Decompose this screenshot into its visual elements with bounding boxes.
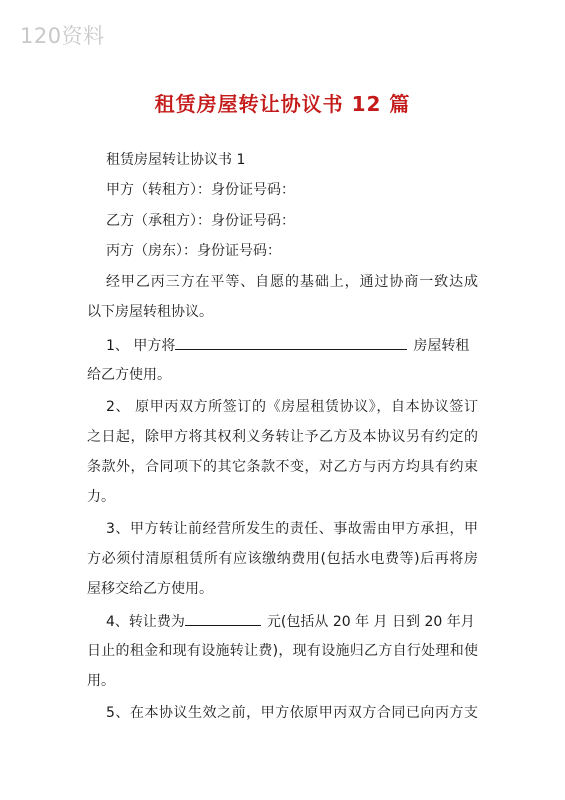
clause-2-line-4: 力。 <box>87 489 115 505</box>
clause-1-text-before: 1、 甲方将 <box>106 338 176 354</box>
document-title: 租赁房屋转让协议书 12 篇 <box>154 92 411 116</box>
clause-4-text-before: 4、转让费为 <box>106 614 185 630</box>
clause-4-line-2: 日止的租金和现有设施转让费)，现有设施归乙方自行处理和使 <box>87 643 478 659</box>
clause-1-blank <box>175 335 407 350</box>
clause-4-line-3: 用。 <box>87 673 115 689</box>
clause-4-blank <box>185 611 261 626</box>
clause-4-line-1 <box>106 611 475 632</box>
clause-2-line-3: 条款外，合同项下的其它条款不变，对乙方与丙方均具有约束 <box>87 459 478 475</box>
party-c-line: 丙方（房东）：身份证号码： <box>106 243 281 259</box>
clause-2-line-1: 2、 原甲丙双方所签订的《房屋租赁协议》，自本协议签订 <box>106 399 478 415</box>
intro-line-1: 经甲乙丙三方在平等、自愿的基础上，通过协商一致达成 <box>106 274 478 290</box>
clause-1-line-1 <box>106 335 469 356</box>
clause-3-line-2: 方必须付清原租赁所有应该缴纳费用(包括水电费等)后再将房 <box>87 551 478 567</box>
clause-4-text-after: 元(包括从 20 年 月 日到 20 年月 <box>266 614 475 630</box>
clause-1-text-after: 房屋转租 <box>413 338 470 354</box>
watermark: 120资料 <box>20 24 105 48</box>
clause-1-line-2: 给乙方使用。 <box>87 367 171 383</box>
clause-3-line-1: 3、甲方转让前经营所发生的责任、事故需由甲方承担，甲 <box>106 521 478 537</box>
clause-5-line-1: 5、在本协议生效之前，甲方依原甲丙双方合同已向丙方支 <box>106 705 478 721</box>
party-a-line: 甲方（转租方）：身份证号码： <box>106 182 295 198</box>
clause-3-line-3: 屋移交给乙方使用。 <box>87 581 213 597</box>
party-b-line: 乙方（承租方）：身份证号码： <box>106 213 295 229</box>
clause-2-line-2: 之日起，除甲方将其权利义务转让予乙方及本协议另有约定的 <box>87 429 478 445</box>
intro-line-2: 以下房屋转租协议。 <box>87 304 213 320</box>
agreement-subtitle: 租赁房屋转让协议书 1 <box>106 152 246 168</box>
